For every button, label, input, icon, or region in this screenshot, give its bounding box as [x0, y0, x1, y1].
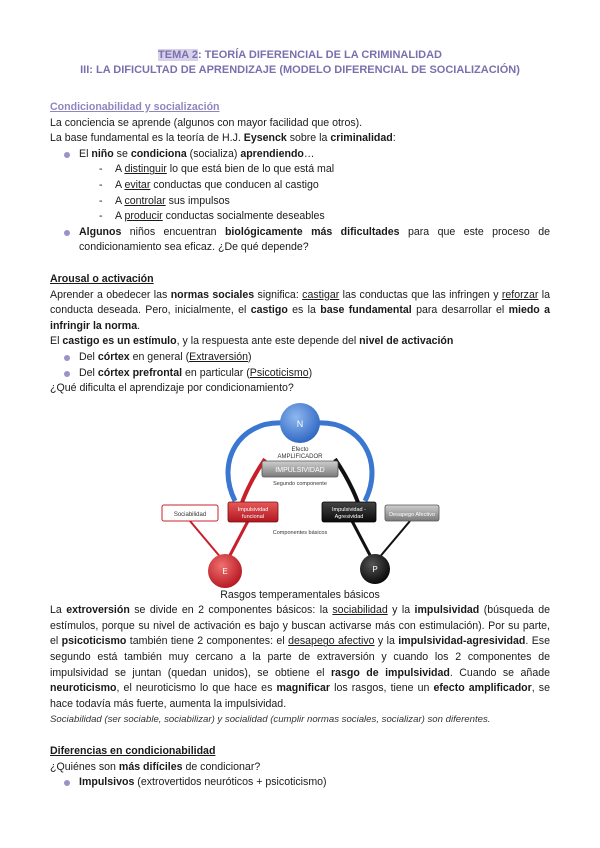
bold-text: impulsividad-agresividad: [398, 635, 526, 648]
text-span: El: [50, 335, 63, 348]
bold-text: niño: [91, 147, 114, 160]
section-arousal: [50, 272, 550, 397]
paragraph: [50, 334, 550, 350]
bold-text: nivel de activación: [359, 335, 454, 348]
impulsividad-agresividad-label-1: Impulsividad -: [332, 506, 366, 513]
bold-text: criminalidad: [330, 132, 393, 145]
text-span: . Ese segundo está también muy cercano a la parte de extraversión y cuando los 2 componentes de impulsividad se juntan (quedan unidos), se obtiene el: [50, 635, 550, 679]
bullet-list: [50, 350, 550, 381]
text-span: , y la respuesta ante este depende del: [176, 335, 360, 348]
amplifier-label-1: Efecto: [291, 446, 309, 453]
bold-text: córtex prefrontal: [97, 366, 183, 379]
text-span: (búsqueda de estímulos, porque su nivel de activación es bajo y buscan activarse más con estimulación). Por su parte, el: [50, 604, 550, 648]
text-span: en particular (: [182, 366, 250, 379]
underlined-text: Psicoticismo: [249, 366, 309, 379]
text-span: conductas socialmente deseables: [162, 210, 325, 223]
section-heading: Diferencias en condicionabilidad: [50, 745, 216, 758]
bullet-list: [50, 775, 550, 791]
underlined-text: reforzar: [501, 288, 539, 301]
text-span: :: [392, 132, 396, 145]
text-span: y la: [374, 635, 399, 648]
paragraph: [50, 603, 550, 712]
underlined-text: controlar: [124, 194, 166, 207]
text-span: para desarrollar el: [411, 304, 509, 317]
text-span: sobre la: [286, 132, 331, 145]
line-to-p: [352, 521, 372, 559]
list-item: [64, 366, 550, 382]
bullet-list: [50, 147, 550, 256]
line-to-e: [228, 521, 248, 559]
text-span: ): [308, 366, 313, 379]
bold-text: biológicamente más dificultades: [224, 225, 400, 238]
text-span: , se hace todavía más fuerte, aumenta la impulsividad.: [50, 682, 550, 710]
underlined-text: castigar: [302, 288, 340, 301]
amplifier-label-2: AMPLIFICADOR: [277, 453, 323, 460]
italic-note: Sociabilidad (ser sociable, sociabilizar) y socialidad (cumplir normas sociales, socializar) son diferentes.: [50, 714, 491, 726]
list-item: [99, 178, 550, 194]
text-span: …: [303, 147, 315, 160]
text-span: los rasgos, tiene un: [330, 682, 434, 695]
title-text: : TEORÍA DIFERENCIAL DE LA CRIMINALIDAD: [197, 49, 442, 61]
node-e-label: E: [222, 566, 228, 576]
paragraph: [50, 288, 550, 335]
bold-text: neuroticismo: [50, 682, 117, 695]
bold-text: córtex: [97, 350, 130, 363]
document-title: [50, 48, 550, 63]
bold-text: Impulsivos: [79, 776, 135, 789]
text-span: también tiene 2 componentes: el: [126, 635, 289, 648]
paragraph: [50, 116, 550, 132]
bold-text: castigo es un estímulo: [62, 335, 177, 348]
impulsividad-funcional-label-1: Impulsividad: [237, 506, 269, 513]
underlined-text: Extraversión: [189, 350, 249, 363]
list-item: [64, 147, 550, 225]
underlined-text: sociabilidad: [332, 604, 388, 617]
text-span: , el neuroticismo lo que hace es: [116, 682, 277, 695]
impulsividad-funcional-label-2: funcional: [241, 513, 265, 520]
list-item: [99, 162, 550, 178]
node-p-label: P: [372, 564, 378, 574]
node-n-label: N: [296, 418, 304, 429]
bold-text: Eysenck: [243, 132, 287, 145]
text-span: . Cuando se añade: [449, 666, 550, 679]
bold-text: normas sociales: [170, 288, 255, 301]
section-condicionabilidad: [50, 100, 550, 256]
text-span: .: [137, 319, 141, 332]
text-span: sus impulsos: [165, 194, 230, 207]
text-span: y la: [387, 604, 415, 617]
document-subtitle: III: LA DIFICULTAD DE APRENDIZAJE (MODELO DIFERENCIAL DE SOCIALIZACIÓN): [80, 64, 520, 76]
list-item: [64, 775, 550, 791]
paragraph: [50, 760, 550, 776]
text-span: se divide en 2 componentes básicos: la: [129, 604, 333, 617]
list-item: [99, 209, 550, 225]
text-span: Aprender a obedecer las: [50, 288, 171, 301]
section-heading: Arousal o activación: [50, 272, 154, 285]
underlined-text: desapego afectivo: [288, 635, 375, 648]
list-item: [64, 225, 550, 256]
bold-text: castigo: [250, 304, 288, 317]
second-component-label: Segundo componente: [273, 480, 327, 487]
text-span: las conductas que las infringen y: [339, 288, 502, 301]
text-span: La base fundamental es la teoría de H.J.: [50, 132, 244, 145]
text-span: ): [248, 350, 252, 363]
text-span: niños encuentran: [121, 225, 225, 238]
impulsividad-label: IMPULSIVIDAD: [275, 466, 325, 474]
diagram-caption: Rasgos temperamentales básicos: [220, 588, 380, 601]
paragraph: [50, 131, 550, 147]
text-span: es la: [287, 304, 321, 317]
arc-red: [240, 459, 265, 509]
tema-highlight: TEMA 2: [158, 49, 198, 61]
text-span: Del: [79, 350, 98, 363]
desapego-label: Desapego Afectivo: [389, 511, 435, 518]
bold-text: más difíciles: [118, 760, 183, 773]
bold-text: psicoticismo: [61, 635, 127, 648]
text-span: La: [50, 604, 67, 617]
line-soc-e: [190, 521, 222, 559]
bold-text: impulsividad: [414, 604, 480, 617]
underlined-text: distinguir: [124, 163, 167, 176]
bold-text: aprendiendo: [240, 147, 304, 160]
basic-components-label: Componentes básicos: [272, 529, 328, 536]
bold-text: efecto amplificador: [433, 682, 532, 695]
text-span: (extrovertidos neuróticos + psicoticismo): [134, 776, 327, 789]
diagram-svg: [0, 401, 600, 591]
text-span: La conciencia se aprende (algunos con mayor facilidad que otros).: [50, 116, 363, 129]
underlined-text: producir: [124, 210, 163, 223]
text-span: A: [115, 210, 125, 223]
bold-text: rasgo de impulsividad: [330, 666, 450, 679]
sociabilidad-label: Sociabilidad: [173, 511, 207, 518]
text-span: ¿Quiénes son: [50, 760, 119, 773]
underlined-text: evitar: [124, 178, 151, 191]
section-explanation: [50, 603, 550, 728]
bold-text: miedo a infringir la norma: [50, 304, 551, 332]
temperament-diagram: [0, 401, 600, 591]
bold-text: base fundamental: [320, 304, 412, 317]
text-span: A: [115, 163, 125, 176]
section-diferencias: [50, 744, 550, 791]
text-span: A: [115, 178, 125, 191]
text-span: significa:: [254, 288, 303, 301]
section-heading: Condicionabilidad y socialización: [50, 101, 220, 113]
text-span: (socializa): [186, 147, 241, 160]
list-item: [99, 194, 550, 210]
paragraph: ¿Qué dificulta el aprendizaje por condicionamiento?: [50, 382, 294, 395]
impulsividad-agresividad-label-2: Agresividad: [334, 513, 364, 520]
dash-list: [79, 162, 550, 224]
bold-text: condiciona: [130, 147, 187, 160]
text-span: para que este proceso de condicionamiento sea eficaz. ¿De qué depende?: [79, 225, 551, 254]
text-span: conductas que conducen al castigo: [150, 178, 319, 191]
bold-text: Algunos: [79, 225, 122, 238]
text-span: de condicionar?: [182, 760, 261, 773]
text-span: Del: [79, 366, 98, 379]
text-span: se: [113, 147, 131, 160]
text-span: lo que está bien de lo que está mal: [166, 163, 335, 176]
bold-text: extroversión: [66, 604, 130, 617]
text-span: la conducta deseada. Pero, inicialmente, el: [50, 288, 550, 317]
list-item: [64, 350, 550, 366]
text-span: El: [79, 147, 92, 160]
arc-black: [335, 459, 360, 509]
text-span: en general (: [129, 350, 190, 363]
line-des-p: [378, 521, 410, 559]
text-span: A: [115, 194, 125, 207]
bold-text: magnificar: [276, 682, 331, 695]
